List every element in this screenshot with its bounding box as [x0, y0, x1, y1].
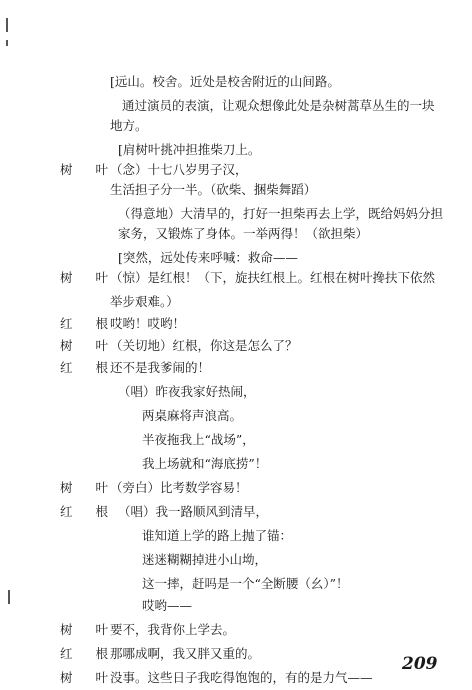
line-text: 谁知道上学的路上抛了锚：	[142, 528, 293, 543]
speaker-name: 红 根	[60, 646, 108, 661]
line-text: 还不是我爹闹的！	[110, 360, 211, 375]
page-number: 209	[402, 654, 438, 674]
line-text: [肩树叶挑冲担推柴刀上。	[118, 142, 261, 157]
scan-edge-mark	[8, 590, 10, 604]
line-text: [远山。校舍。近处是校舍附近的山间路。	[110, 74, 340, 89]
line-text: 哎哟！哎哟！	[110, 316, 186, 331]
line-text: 生活担子分一半。（砍柴、捆柴舞蹈）	[110, 182, 317, 197]
speaker-name: 红 根	[60, 360, 108, 375]
line-text: 我上场就和“海底捞”！	[142, 456, 268, 471]
line-text: 这一摔，赶吗是一个“全断腰（幺）”！	[142, 576, 349, 591]
line-text: （惊）是红根！（下，旋扶红根上。红根在树叶搀扶下依然	[110, 270, 436, 285]
speaker-name: 树 叶	[60, 480, 108, 495]
line-text: 家务，又锻炼了身体。一举两得！（欲担柴）	[118, 226, 369, 241]
speaker-name: 树 叶	[60, 338, 108, 353]
speaker-name: 红 根	[60, 504, 108, 519]
line-text: 哎哟——	[142, 598, 193, 613]
line-text: （唱）我一路顺风到清早，	[118, 504, 269, 519]
line-text: （得意地）大清早的，打好一担柴再去上学，既给妈妈分担	[118, 206, 444, 221]
speaker-name: 树 叶	[60, 622, 108, 637]
scan-edge-mark	[6, 40, 8, 46]
speaker-name: 红 根	[60, 316, 108, 331]
line-text: 迷迷糊糊掉进小山坳，	[142, 552, 268, 567]
line-text: [突然，远处传来呼喊：救命——	[118, 250, 298, 265]
line-text: （关切地）红根，你这是怎么了？	[110, 338, 298, 353]
line-text: 那哪成啊，我又胖又重的。	[110, 646, 261, 661]
speaker-name: 树 叶	[60, 670, 108, 685]
line-text: 地方。	[110, 118, 148, 133]
line-text: 要不，我背你上学去。	[110, 622, 236, 637]
line-text: 半夜拖我上“战场”，	[142, 432, 255, 447]
speaker-name: 树 叶	[60, 270, 108, 285]
line-text: 没事。这些日子我吃得饱饱的，有的是力气——	[110, 670, 373, 685]
speaker-name: 树 叶	[60, 162, 108, 177]
scan-edge-mark	[6, 18, 8, 32]
line-text: （旁白）比考数学容易！	[110, 480, 248, 495]
line-text: （念）十七八岁男子汉，	[110, 162, 248, 177]
line-text: 举步艰难。）	[110, 294, 179, 309]
line-text: （唱）昨夜我家好热闹，	[118, 384, 256, 399]
line-text: 通过演员的表演，让观众想像此处是杂树蒿草丛生的一块	[122, 98, 435, 113]
line-text: 两桌麻将声浪高。	[142, 408, 243, 423]
